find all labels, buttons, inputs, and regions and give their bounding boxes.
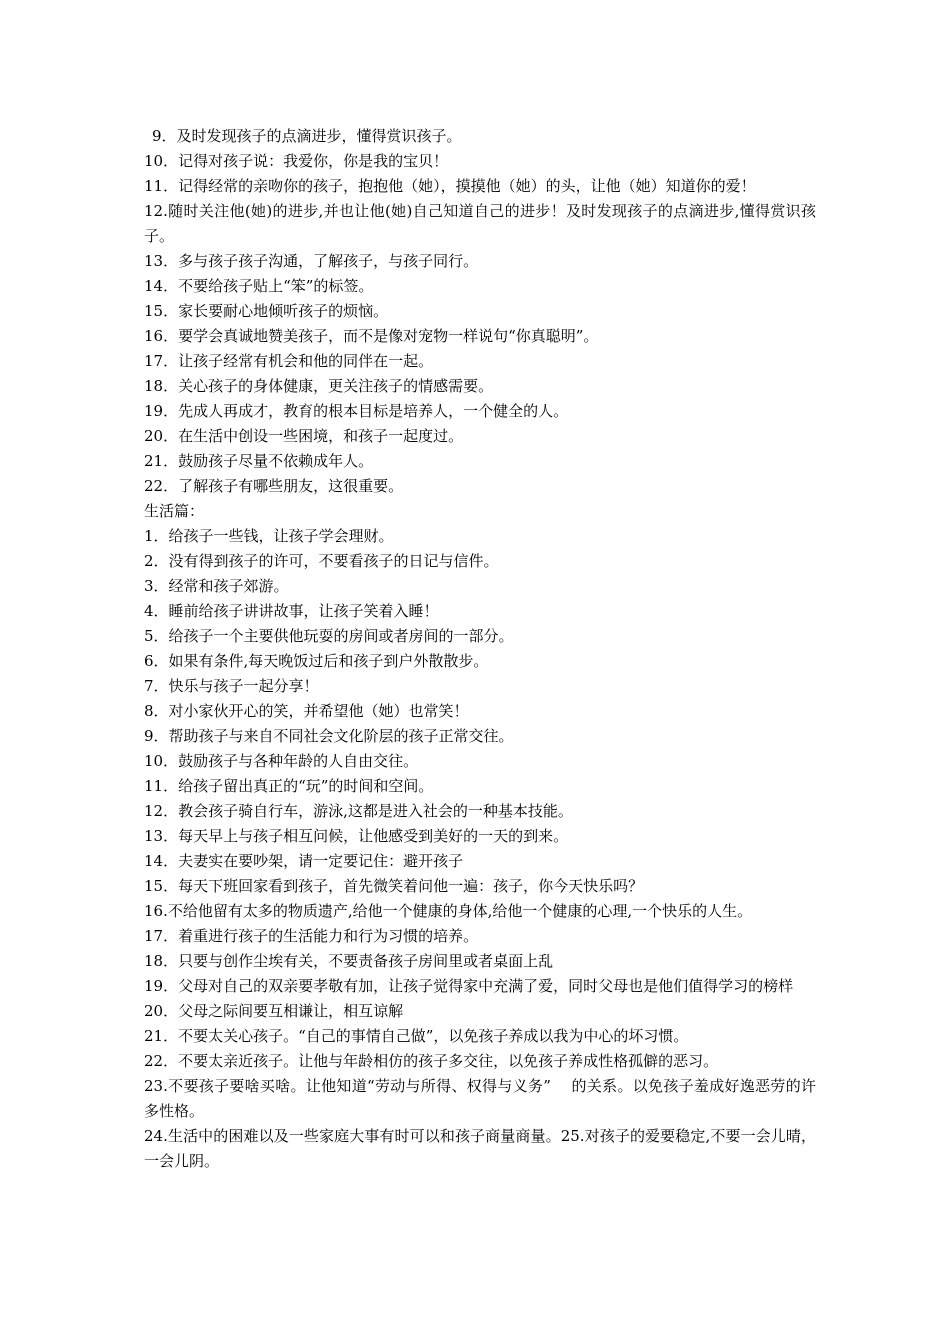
list-item: 22．了解孩子有哪些朋友，这很重要。 <box>144 477 404 495</box>
list-item: 8．对小家伙开心的笑，并希望他（她）也常笑！ <box>144 702 469 720</box>
list-item: 23.不要孩子要啥买啥。让他知道“劳动与所得、权得与义务” 的关系。以免孩子羞成好逸恶劳的许多性格。 <box>144 1077 816 1120</box>
list-item: 6．如果有条件,每天晚饭过后和孩子到户外散散步。 <box>144 652 489 670</box>
list-item: 22．不要太亲近孩子。让他与年龄相仿的孩子多交往，以免孩子养成性格孤僻的恶习。 <box>144 1052 719 1070</box>
list-item: 20．父母之际间要互相谦让，相互谅解 <box>144 1002 404 1020</box>
list-item: 18．关心孩子的身体健康，更关注孩子的情感需要。 <box>144 377 494 395</box>
list-item: 21．不要太关心孩子。“自己的事情自己做”，以免孩子养成以我为中心的坏习惯。 <box>144 1027 689 1045</box>
list-item: 11．给孩子留出真正的“玩”的时间和空间。 <box>144 777 434 795</box>
list-item: 5．给孩子一个主要供他玩耍的房间或者房间的一部分。 <box>144 627 514 645</box>
list-item: 15．每天下班回家看到孩子，首先微笑着问他一遍：孩子，你今天快乐吗？ <box>144 877 644 895</box>
list-item: 19．先成人再成才，教育的根本目标是培养人，一个健全的人。 <box>144 402 569 420</box>
list-item: 14．不要给孩子贴上“笨”的标签。 <box>144 277 374 295</box>
list-item: 9．及时发现孩子的点滴进步，懂得赏识孩子。 <box>152 127 462 145</box>
list-item: 7．快乐与孩子一起分享！ <box>144 677 319 695</box>
list-item: 18．只要与创作尘埃有关，不要责备孩子房间里或者桌面上乱 <box>144 952 554 970</box>
list-item: 4．睡前给孩子讲讲故事，让孩子笑着入睡！ <box>144 602 439 620</box>
list-item: 9．帮助孩子与来自不同社会文化阶层的孩子正常交往。 <box>144 727 514 745</box>
list-item: 10．记得对孩子说：我爱你，你是我的宝贝！ <box>144 152 449 170</box>
list-item: 12．教会孩子骑自行车，游泳,这都是进入社会的一种基本技能。 <box>144 802 573 820</box>
list-item: 3．经常和孩子郊游。 <box>144 577 289 595</box>
list-item: 13．多与孩子孩子沟通，了解孩子，与孩子同行。 <box>144 252 479 270</box>
list-item: 13．每天早上与孩子相互问候，让他感受到美好的一天的到来。 <box>144 827 569 845</box>
list-item: 2．没有得到孩子的许可，不要看孩子的日记与信件。 <box>144 552 499 570</box>
list-item: 1．给孩子一些钱，让孩子学会理财。 <box>144 527 394 545</box>
list-item: 14．夫妻实在要吵架，请一定要记住：避开孩子 <box>144 852 464 870</box>
list-item: 16．要学会真诚地赞美孩子，而不是像对宠物一样说句“你真聪明”。 <box>144 327 599 345</box>
list-item: 24.生活中的困难以及一些家庭大事有时可以和孩子商量商量。25.对孩子的爱要稳定,不要一会儿晴，一会儿阴。 <box>144 1127 816 1170</box>
list-item: 16.不给他留有太多的物质遗产,给他一个健康的身体,给他一个健康的心理,一个快乐的人生。 <box>144 902 753 920</box>
list-item: 10．鼓励孩子与各种年龄的人自由交往。 <box>144 752 419 770</box>
list-item: 20．在生活中创设一些困境，和孩子一起度过。 <box>144 427 464 445</box>
list-item: 17．让孩子经常有机会和他的同伴在一起。 <box>144 352 434 370</box>
section-heading: 生活篇： <box>144 502 205 520</box>
document-body <box>144 124 816 1174</box>
list-item: 17．着重进行孩子的生活能力和行为习惯的培养。 <box>144 927 479 945</box>
list-item: 11．记得经常的亲吻你的孩子，抱抱他（她），摸摸他（她）的头，让他（她）知道你的爱！ <box>144 177 756 195</box>
list-item: 12.随时关注他(她)的进步,并也让他(她)自己知道自己的进步！及时发现孩子的点滴进步,懂得赏识孩子。 <box>144 202 816 245</box>
list-item: 15．家长要耐心地倾听孩子的烦恼。 <box>144 302 389 320</box>
list-item: 19．父母对自己的双亲要孝敬有加，让孩子觉得家中充满了爱，同时父母也是他们值得学习的榜样 <box>144 977 794 995</box>
list-item: 21．鼓励孩子尽量不依赖成年人。 <box>144 452 374 470</box>
